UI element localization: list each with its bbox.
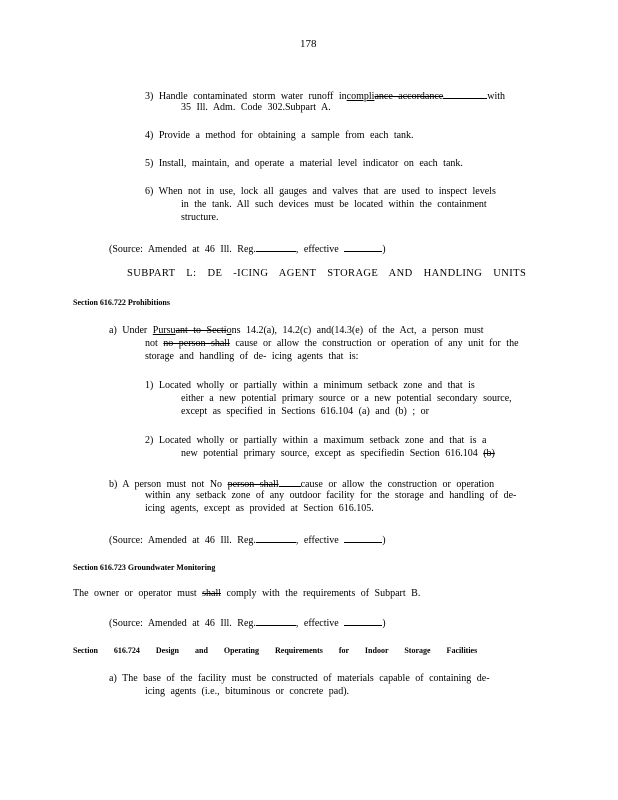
underline-gap: [279, 477, 301, 487]
para-b-722-line-2: within any setback zone of any outdoor facility for the storage and handling of de-: [145, 490, 517, 501]
struck-text: ant to Secti: [175, 325, 227, 336]
blank-line: [344, 242, 382, 252]
text: The owner or operator must: [73, 588, 203, 599]
para-a-724-line-1: a) The base of the facility must be constructed of materials capable of containing de-: [109, 673, 490, 684]
subpart-heading: SUBPART L: DE -ICING AGENT STORAGE AND HANDLING UNITS: [127, 268, 527, 279]
section-616-723-heading: Section 616.723 Groundwater Monitoring: [73, 563, 216, 572]
text: ns 14.2(a), 14.2(c) and(14.3(e) of the Act, a person must: [231, 325, 484, 336]
source-text: (Source: Amended at 46 Ill. Reg.: [109, 535, 256, 546]
item-6-line-3: structure.: [181, 212, 219, 223]
source-close: ): [382, 244, 386, 255]
blank-line: [256, 533, 296, 543]
item-2-722-line-1: 2) Located wholly or partially within a maximum setback zone and that is a: [145, 435, 487, 446]
section-616-724-heading: Section 616.724 Design and Operating Requirements for Indoor Storage Facilities: [73, 646, 478, 655]
blank-line: [256, 616, 296, 626]
inserted-text: o: [226, 325, 232, 336]
source-text: (Source: Amended at 46 Ill. Reg.: [109, 244, 256, 255]
struck-text: ance accordance: [374, 91, 444, 102]
source-note-2: [109, 533, 386, 547]
source-note-1: [109, 242, 386, 256]
item-3-text-e: with: [487, 91, 505, 102]
inserted-text: compli: [346, 91, 375, 102]
source-effective: , effective: [295, 618, 339, 629]
text: comply with the requirements of Subpart B.: [221, 588, 421, 599]
item-1-722-line-1: 1) Located wholly or partially within a minimum setback zone and that is: [145, 380, 475, 391]
text: not: [145, 338, 164, 349]
underline-gap: [443, 89, 487, 99]
para-a-724-line-2: icing agents (i.e., bituminous or concrete pad).: [145, 686, 350, 697]
item-3-text: 3) Handle contaminated storm water runoff: [145, 91, 339, 102]
inserted-text: Pursu: [152, 325, 176, 336]
item-3-line-1: [145, 89, 505, 103]
blank-line: [256, 242, 296, 252]
struck-text: shall: [202, 588, 222, 599]
para-a-722-line-1: [109, 325, 484, 337]
para-a-722-line-3: storage and handling of de- icing agents that is:: [145, 351, 359, 362]
source-effective: , effective: [295, 244, 339, 255]
para-b-722-line-3: icing agents, except as provided at Section 616.105.: [145, 503, 374, 514]
item-1-722-line-3: except as specified in Sections 616.104 (a) and (b) ; or: [181, 406, 429, 417]
item-3-line-2: 35 Ill. Adm. Code 302.Subpart A.: [181, 102, 331, 113]
text: new potential primary source, except as specifiedin Section 616.104: [181, 448, 484, 459]
item-6-line-2: in the tank. All such devices must be located within the containment: [181, 199, 487, 210]
para-a-722-line-2: [145, 338, 519, 350]
item-2-722-line-2: [181, 448, 495, 460]
item-1-722-line-2: either a new potential primary source or a new potential secondary source,: [181, 393, 512, 404]
source-text: (Source: Amended at 46 Ill. Reg.: [109, 618, 256, 629]
struck-text: no person shall: [163, 338, 230, 349]
item-3-text-b: in: [338, 91, 347, 102]
item-4: 4) Provide a method for obtaining a sample from each tank.: [145, 130, 414, 141]
struck-text: (b): [483, 448, 495, 459]
source-effective: , effective: [295, 535, 339, 546]
page-number: 178: [300, 38, 317, 50]
struck-text: person shall: [227, 479, 279, 490]
source-close: ): [382, 618, 386, 629]
section-616-722-heading: Section 616.722 Prohibitions: [73, 298, 170, 307]
para-b-722-line-1: [109, 477, 494, 491]
source-note-3: [109, 616, 386, 630]
text: cause or allow the construction or operation of any unit for the: [229, 338, 519, 349]
para-723: [73, 588, 420, 600]
text: b) A person must not No: [109, 479, 228, 490]
text: cause or allow the construction or operation: [300, 479, 495, 490]
blank-line: [344, 616, 382, 626]
text: a) Under: [109, 325, 153, 336]
blank-line: [344, 533, 382, 543]
item-5: 5) Install, maintain, and operate a material level indicator on each tank.: [145, 158, 463, 169]
item-6-line-1: 6) When not in use, lock all gauges and valves that are used to inspect levels: [145, 186, 496, 197]
source-close: ): [382, 535, 386, 546]
